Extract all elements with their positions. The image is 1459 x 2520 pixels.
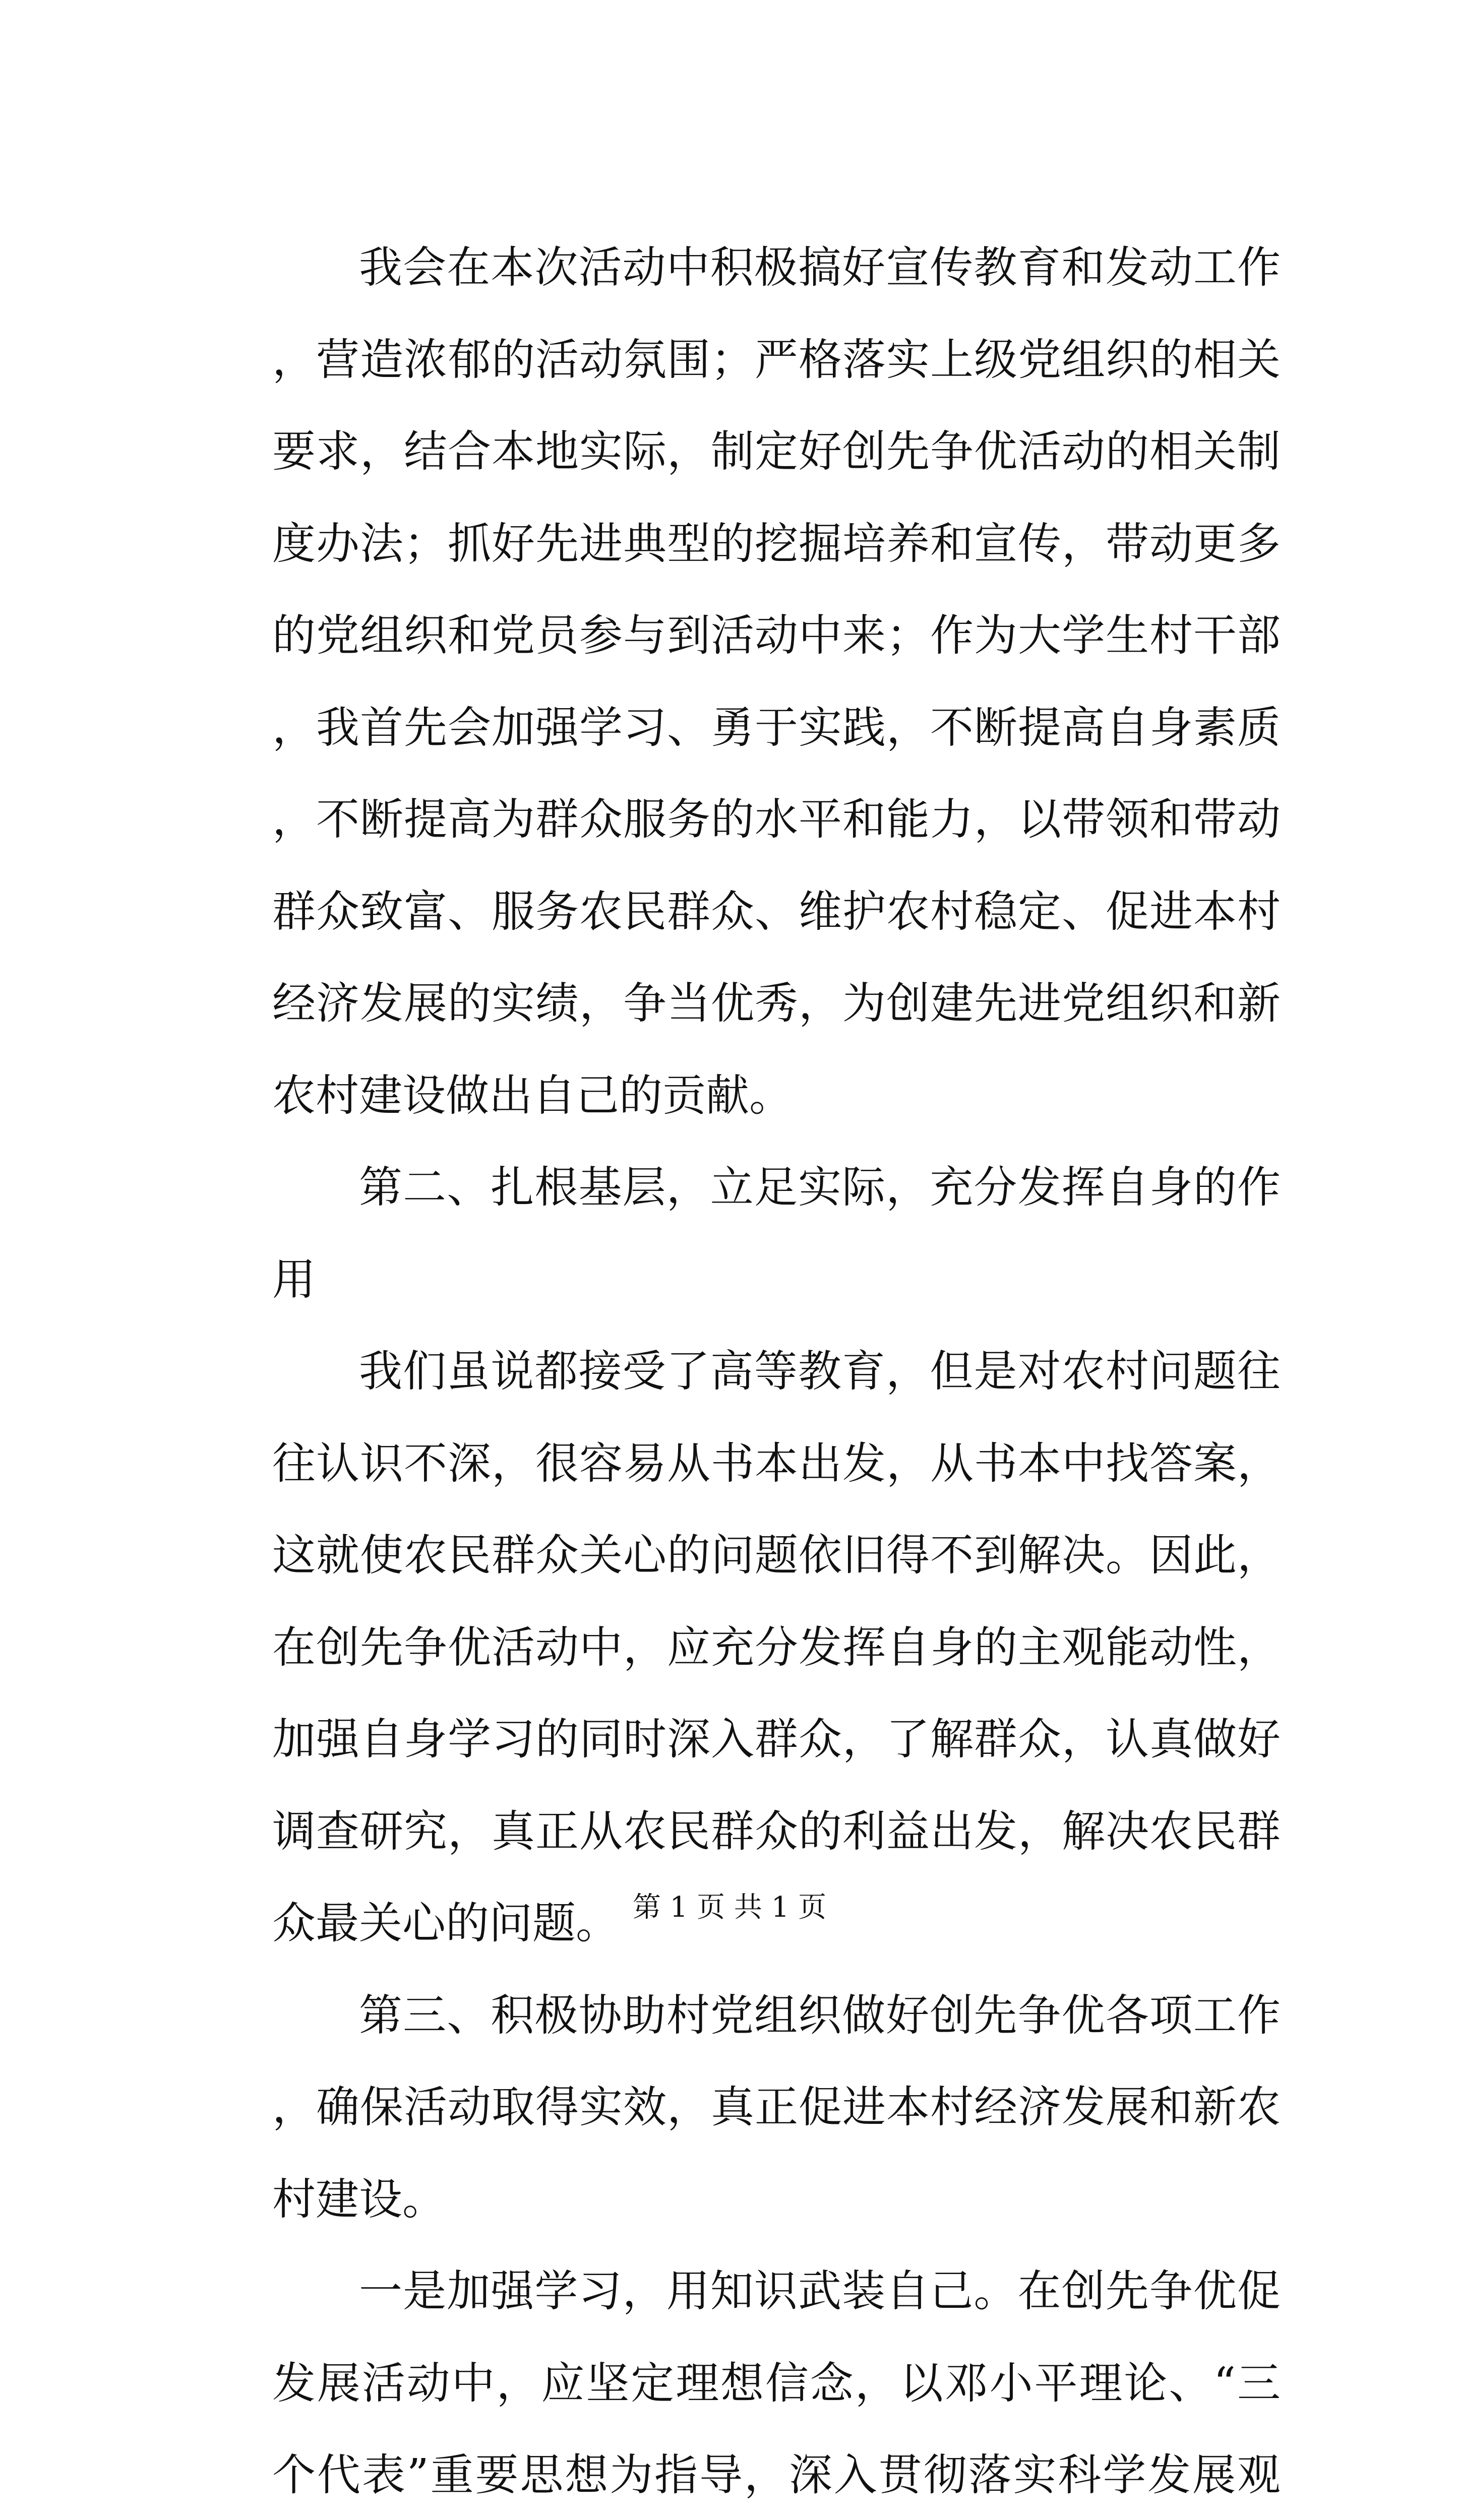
- paragraph-activity-commitment: 我会在本次活动中积极搞好宣传教育和发动工作，营造浓郁的活动氛围；严格落实上级党组织的相关要求，结合本地实际，制定好创先争优活动的相关制度办法；抓好先进典型的挖掘培养和宣传，带动更多的党组织和党员参与到活动中来；作为大学生村干部，我首先会加强学习、勇于实践，不断提高自身素质，不断提高为群众服务的水平和能力，以带领和带动群众致富、服务农民群众、维护农村稳定、促进本村经济发展的实绩，争当优秀，为创建先进党组织和新农村建设做出自己的贡献。: [272, 242, 1281, 1121]
- section-heading-second: 第二、扎根基层，立足实际，充分发挥自身的作用: [272, 1162, 1281, 1305]
- document-body: [272, 222, 1281, 2520]
- paragraph-grassroots: 我们虽说都接受了高等教育，但是对农村问题往往认识不深，很容易从书本出发，从书本中找答案，这就使农民群众关心的问题依旧得不到解决。因此，在创先争优活动中，应充分发挥自身的主观能动性，加强自身学习的同时深入群众，了解群众，认真做好调查研究，真正从农民群众的利益出发，解决农民群众最关心的问题。: [272, 1346, 1281, 1948]
- page-number-footer: 第 1 页 共 1 页: [632, 1891, 827, 1924]
- section-heading-third: 第三、积极协助村党组织做好创先争优各项工作，确保活动取得实效，真正促进本村经济发展和新农村建设。: [272, 1990, 1281, 2225]
- paragraph-strengthen-learning: 一是加强学习，用知识武装自己。在创先争优促发展活动中，应坚定理想信念，以邓小平理论、“三个代表”重要思想为指导，深入贯彻落实科学发展观: [272, 2266, 1281, 2500]
